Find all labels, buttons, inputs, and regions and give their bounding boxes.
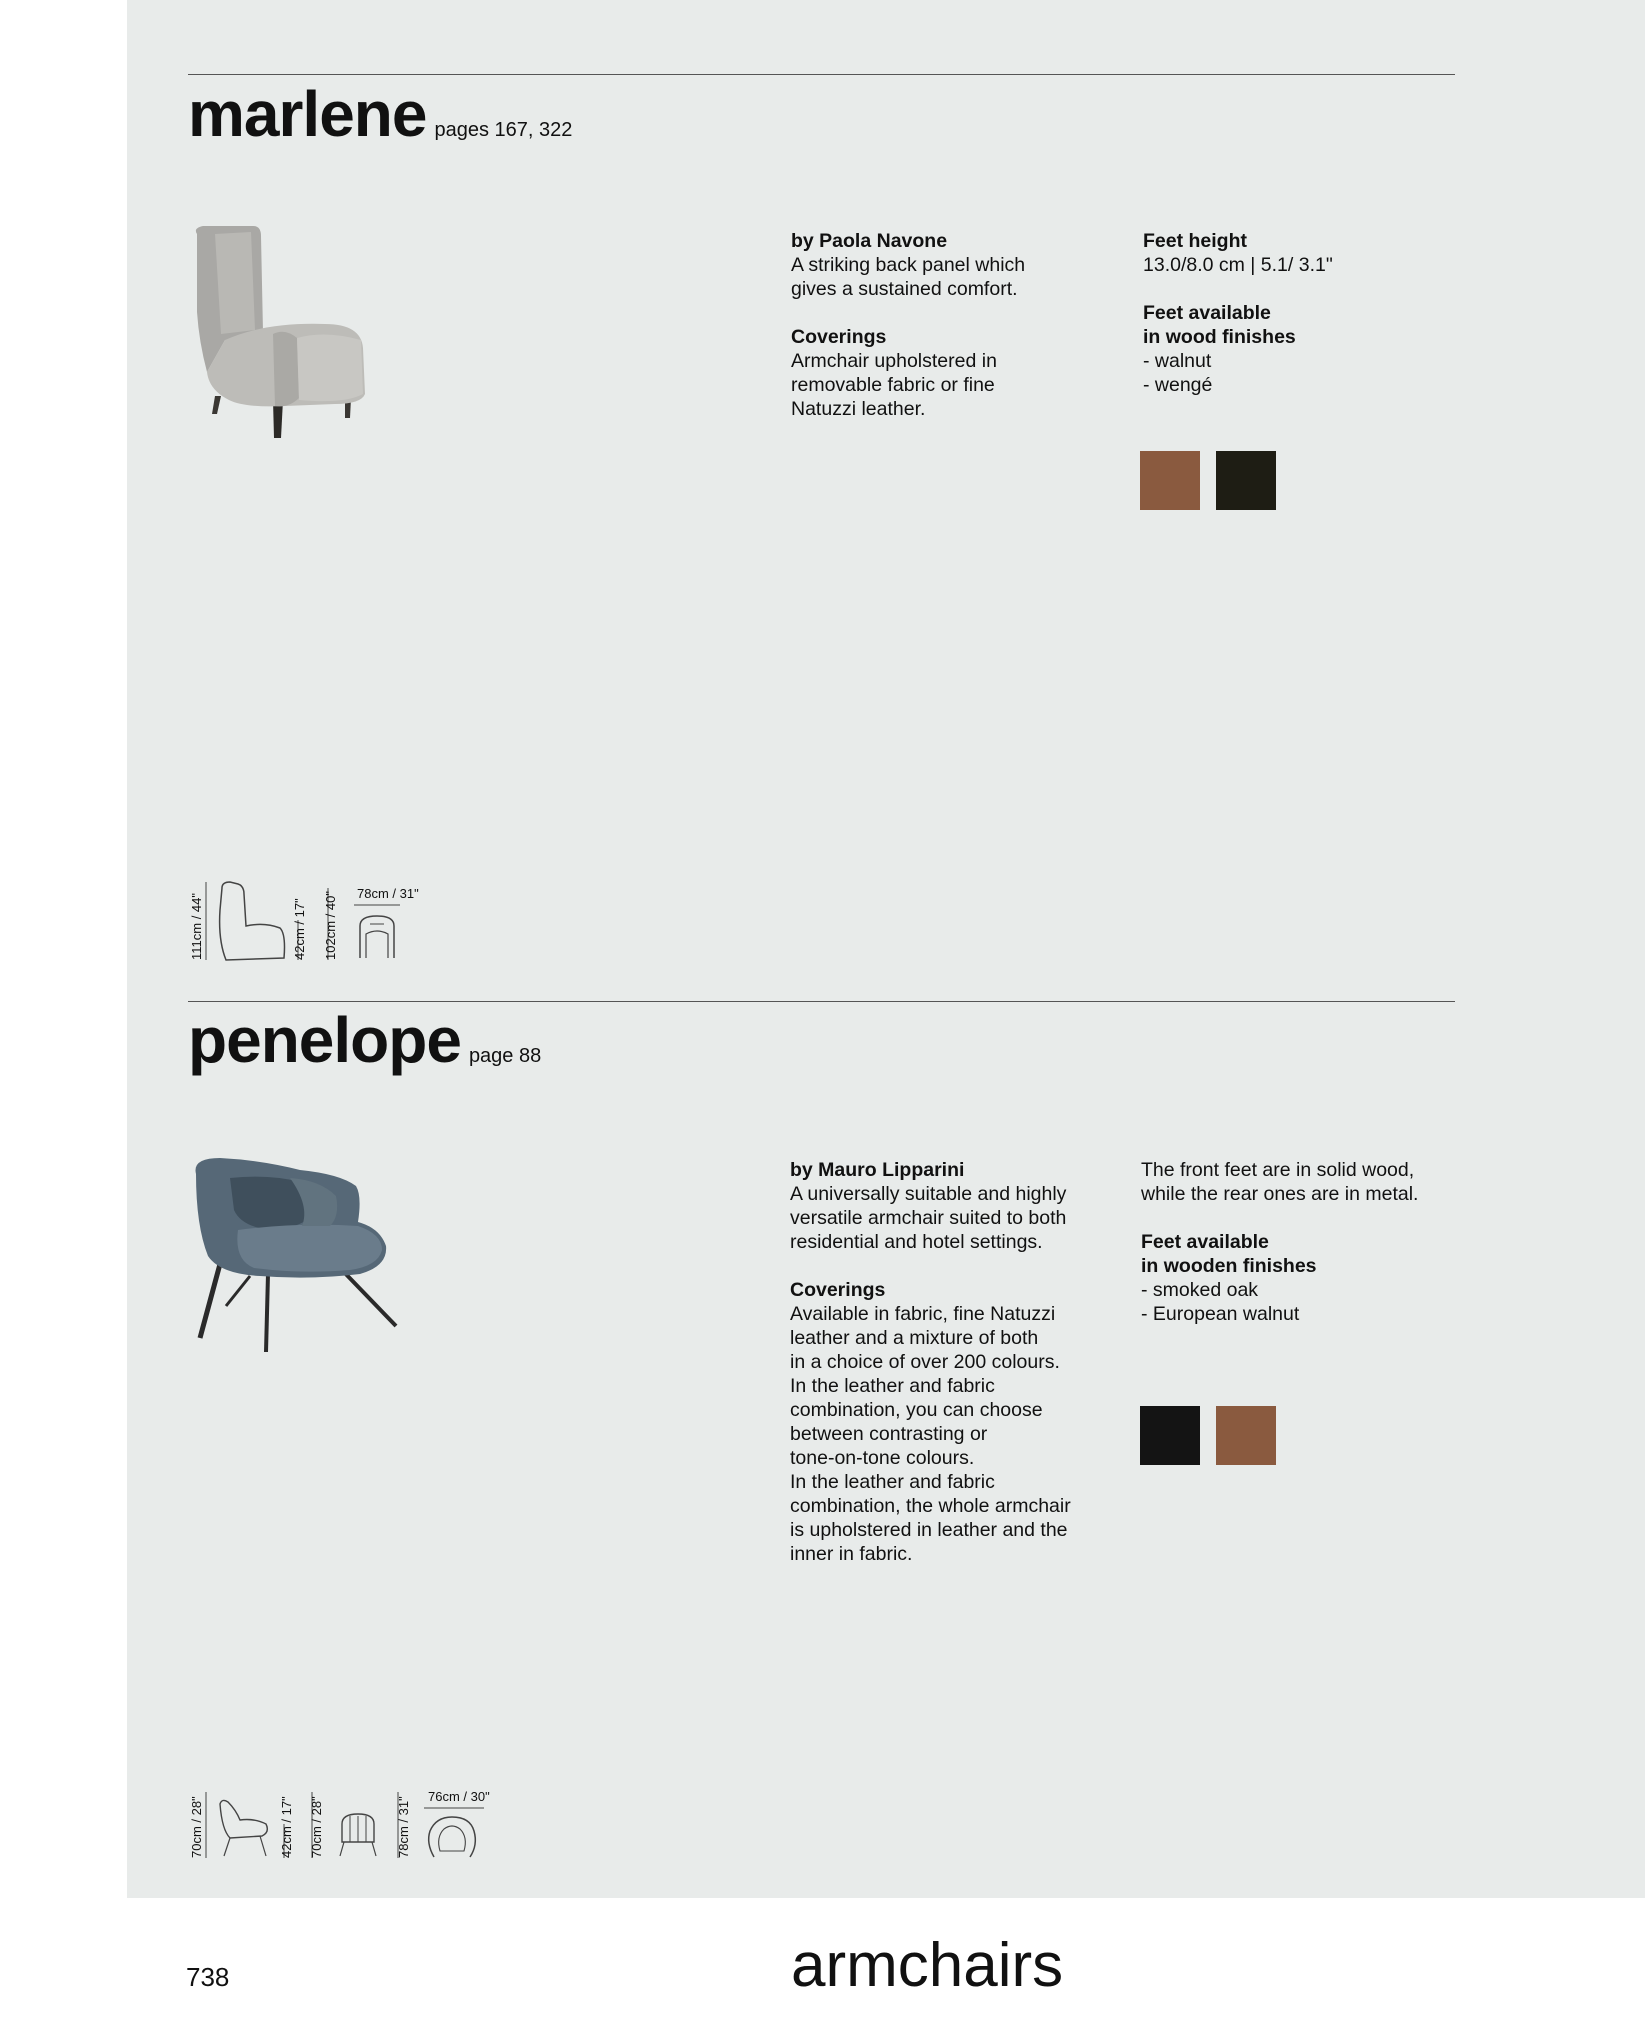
- feet-info: [1143, 229, 1333, 397]
- dimension-width: 78cm / 31": [357, 886, 419, 901]
- feet-height-value: 13.0/8.0 cm | 5.1/ 3.1": [1143, 254, 1333, 276]
- walnut-swatch: [1140, 451, 1200, 510]
- feet-height-heading: Feet height: [1143, 230, 1248, 252]
- feet-info: [1141, 1158, 1418, 1326]
- description-line: versatile armchair suited to both: [790, 1207, 1067, 1229]
- description-line: residential and hotel settings.: [790, 1231, 1043, 1253]
- description-line: A universally suitable and highly: [790, 1183, 1067, 1205]
- feet-finishes-heading: Feet available: [1143, 302, 1271, 324]
- finish-option: - European walnut: [1141, 1303, 1300, 1325]
- dimension-depth: 78cm / 31": [396, 1796, 411, 1858]
- coverings-line: Natuzzi leather.: [791, 398, 926, 420]
- coverings-line: inner in fabric.: [790, 1543, 913, 1565]
- page-reference: page 88: [468, 1045, 542, 1067]
- feet-note: The front feet are in solid wood,: [1141, 1159, 1415, 1181]
- coverings-line: tone-on-tone colours.: [790, 1447, 975, 1469]
- finish-option: - walnut: [1143, 350, 1212, 372]
- coverings-heading: Coverings: [790, 1279, 886, 1301]
- feet-finishes-heading: Feet available: [1141, 1231, 1269, 1253]
- finish-option: - smoked oak: [1141, 1279, 1259, 1301]
- description-line: gives a sustained comfort.: [791, 278, 1018, 300]
- dimension-height: 111cm / 44": [189, 893, 204, 960]
- dimension-seat: 42cm / 17": [292, 898, 307, 960]
- page-number: 738: [186, 1962, 230, 1992]
- product-title: penelope page 88: [188, 1004, 542, 1076]
- dimension-diagrams: [204, 880, 334, 962]
- section-divider: [188, 1001, 1455, 1002]
- coverings-line: combination, the whole armchair: [790, 1495, 1071, 1517]
- front-view-diagram: [352, 902, 402, 962]
- section-divider: [188, 74, 1455, 75]
- coverings-line: between contrasting or: [790, 1423, 988, 1445]
- coverings-line: removable fabric or fine: [791, 374, 995, 396]
- european-walnut-swatch: [1216, 1406, 1276, 1465]
- coverings-line: leather and a mixture of both: [790, 1327, 1039, 1349]
- designer-description: [791, 229, 1025, 421]
- dimension-width: 76cm / 30": [428, 1789, 490, 1804]
- feet-finishes-heading: in wooden finishes: [1141, 1255, 1317, 1277]
- dimension-depth: 102cm / 40": [323, 891, 338, 960]
- feet-note: while the rear ones are in metal.: [1141, 1183, 1419, 1205]
- finish-option: - wengé: [1143, 374, 1213, 396]
- coverings-line: In the leather and fabric: [790, 1471, 995, 1493]
- product-title: marlene pages 167, 322: [188, 78, 573, 150]
- coverings-line: in a choice of over 200 colours.: [790, 1351, 1060, 1373]
- description-line: A striking back panel which: [791, 254, 1026, 276]
- coverings-line: is upholstered in leather and the: [790, 1519, 1068, 1541]
- dimension-height: 70cm / 28": [189, 1796, 204, 1858]
- penelope-armchair-image: [190, 1156, 400, 1356]
- designer-name: by Mauro Lipparini: [790, 1159, 965, 1181]
- dimension-arm: 70cm / 28": [309, 1796, 324, 1858]
- feet-finishes-heading: in wood finishes: [1143, 326, 1296, 348]
- coverings-line: combination, you can choose: [790, 1399, 1043, 1421]
- coverings-line: Available in fabric, fine Natuzzi: [790, 1303, 1056, 1325]
- marlene-armchair-image: [185, 222, 375, 442]
- coverings-heading: Coverings: [791, 326, 887, 348]
- wenge-swatch: [1216, 451, 1276, 510]
- designer-name: by Paola Navone: [791, 230, 948, 252]
- coverings-line: In the leather and fabric: [790, 1375, 995, 1397]
- page-reference: pages 167, 322: [434, 119, 573, 141]
- coverings-line: Armchair upholstered in: [791, 350, 997, 372]
- top-view-diagram: [422, 1805, 492, 1861]
- designer-description: [790, 1158, 1071, 1566]
- category-title: armchairs: [791, 1931, 1064, 2000]
- dimension-seat: 42cm / 17": [279, 1796, 294, 1858]
- smoked-oak-swatch: [1140, 1406, 1200, 1465]
